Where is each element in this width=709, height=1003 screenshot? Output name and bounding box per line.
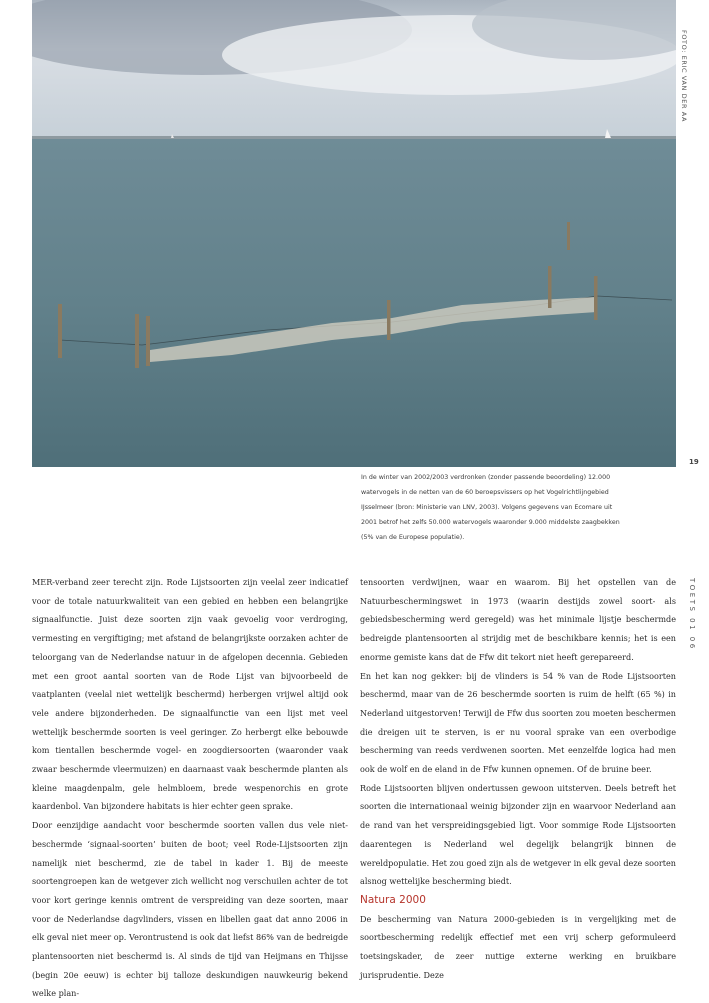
page-number: 19	[689, 458, 699, 466]
photo-caption: In de winter van 2002/2003 verdronken (zonder passende beoordeling) 12.000 watervogels in de netten van de 60 beroepsvissers op het Vogelrichtlijngebied IJsselmeer (bron: Ministerie van LNV, 2003). Volgens gegevens van Ecomare uit 2001 betrof het zelfs 50.000 watervogels waaronder 9.000 middelste zaagbekken (5% van de Europese populatie).	[361, 474, 620, 541]
body-paragraph: En het kan nog gekker: bij de vlinders is 54 % van de Rode Lijstsoorten beschermd, maar van de 26 beschermde soorten is ruim de helft (65 %) in Nederland uitgestorven! Terwijl de Ffw dus soorten zou moeten beschermen die dreigen uit te sterven, is er nu vooral sprake van een overbodige bescherming van reeds verdwenen soorten. Met eenzelfde logica had men ook de wolf en de eland in de Ffw kunnen opnemen. Of de bruine beer.	[360, 670, 676, 775]
body-paragraph: De bescherming van Natura 2000-gebieden is in vergelijking met de soortbescherming redelijk effectief met een vrij scherp geformuleerd toetsingskader, de zeer nuttige externe werking en bruikbare jurisprudentie. Deze	[360, 913, 676, 980]
section-heading: Natura 2000	[360, 893, 426, 906]
lake-photo	[32, 0, 676, 467]
right-text-column	[360, 573, 676, 984]
lake-fishing-nets-image	[32, 0, 676, 467]
photo-credit: FOTO: ERIC VAN DER AA	[680, 30, 688, 123]
body-paragraph: Door eenzijdige aandacht voor beschermde soorten vallen dus vele niet-beschermde ‘signaal-soorten’ buiten de boot; veel Rode-Lijstsoorten zijn namelijk niet beschermd, zie de tabel in kader 1. Bij de meeste soortengroepen kan de wetgever zich wellicht nog verschuilen achter de tot voor kort geringe kennis omtrent de verspreiding van deze soorten, maar voor de Nederlandse dagvlinders, vissen en libellen gaat dat anno 2006 in elk geval niet meer op. Verontrustend is ook dat liefst 86% van de bedreigde plantensoorten niet beschermd is. Al sinds de tijd van Heijmans en Thijsse (begin 20e eeuw) is echter bij talloze deskundigen nauwkeurig bekend welke plan-	[32, 820, 348, 999]
body-paragraph: MER-verband zeer terecht zijn. Rode Lijstsoorten zijn veelal zeer indicatief voor de totale natuurkwaliteit van een gebied en hebben een belangrijke signaalfunctie. Juist deze soorten zijn vaak gevoelig voor verdroging, vermesting en vergiftiging; met afstand de belangrijkste oorzaken achter de teloorgang van de Nederlandse natuur in de afgelopen decennia. Gebieden met een groot aantal soorten van de Rode Lijst van bijvoorbeeld de vaatplanten (veelal niet wettelijk beschermd) herbergen vrijwel altijd ook vele andere bijzonderheden. De signaalfunctie van een lijst met veel wettelijk beschermde soorten is veel geringer. Zo herbergt elke bebouwde kom tientallen beschermde vogel- en zoogdiersoorten (waaronder vaak zwaar beschermde vleermuizen) en daarnaast vaak beschermde planten als kleine maagdenpalm, gele helmbloem, brede wespenorchis en grote kaardenbol. Van bijzondere habitats is hier echter geen sprake.	[32, 577, 348, 812]
body-paragraph: tensoorten verdwijnen, waar en waarom. Bij het opstellen van de Natuurbeschermingswet in 1973 (waarin destijds zowel soort- als gebiedsbescherming werd geregeld) was het minimale lijstje beschermde bedreigde plantensoorten al strijdig met de beschikbare kennis; het is een enorme gemiste kans dat de Ffw dit tekort niet heeft gerepareerd.	[360, 577, 676, 662]
left-text-column	[32, 573, 348, 1003]
body-paragraph: Rode Lijstsoorten blijven ondertussen gewoon uitsterven. Deels betreft het soorten die internationaal weinig bijzonder zijn en waarvoor Nederland aan de rand van het verspreidingsgebied ligt. Voor sommige Rode Lijstsoorten daarentegen is Nederland wel degelijk belangrijk binnen de wereldpopulatie. Het zou goed zijn als de wetgever in elk geval deze soorten alsnog wettelijke bescherming biedt.	[360, 782, 676, 887]
journal-issue-tag: TOETS 01 06	[688, 578, 696, 651]
